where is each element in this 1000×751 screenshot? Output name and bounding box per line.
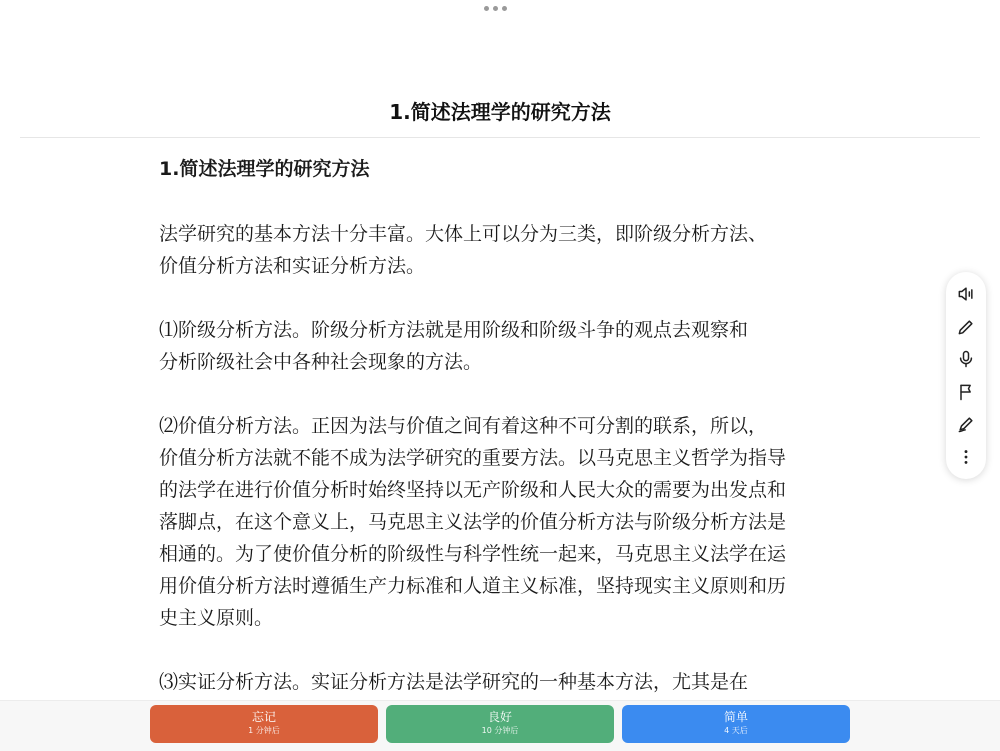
text-line: ⑴阶级分析方法。阶级分析方法就是用阶级和阶级斗争的观点去观察和 (159, 319, 749, 341)
forget-button[interactable] (150, 705, 378, 743)
review-button-bar (0, 700, 1000, 751)
text-line: 用价值分析方法时遵循生产力标准和人道主义标准，坚持现实主义原则和历 (159, 575, 787, 597)
card-content (159, 152, 849, 700)
card-question-title: 1.简述法理学的研究方法 (159, 158, 370, 180)
more-vertical-icon[interactable] (953, 444, 979, 470)
handle-dot (484, 6, 489, 11)
text-line: ⑶实证分析方法。实证分析方法是法学研究的一种基本方法，尤其是在 (159, 671, 749, 693)
window-drag-handle[interactable] (484, 6, 507, 11)
microphone-icon[interactable] (953, 346, 979, 372)
pen-icon[interactable] (953, 411, 979, 437)
text-line: 分析阶级社会中各种社会现象的方法。 (159, 351, 483, 373)
pencil-icon[interactable] (953, 314, 979, 340)
easy-button[interactable] (622, 705, 850, 743)
speaker-icon[interactable] (953, 281, 979, 307)
header-divider (20, 137, 980, 138)
forget-button-interval: 1 分钟后 (248, 726, 280, 735)
good-button-label: 良好 (487, 710, 512, 724)
flag-icon[interactable] (953, 379, 979, 405)
text-line: 史主义原则。 (159, 607, 274, 629)
paragraph-class-analysis (159, 314, 849, 378)
text-line: 的法学在进行价值分析时始终坚持以无产阶级和人民大众的需要为出发点和 (159, 479, 787, 501)
good-button[interactable] (386, 705, 614, 743)
good-button-interval: 10 分钟后 (481, 726, 519, 735)
text-line: 价值分析方法就不能不成为法学研究的重要方法。以马克思主义哲学为指导 (159, 447, 787, 469)
side-toolbar (946, 272, 986, 479)
easy-button-interval: 4 天后 (724, 726, 748, 735)
forget-button-label: 忘记 (251, 710, 276, 724)
paragraph-value-analysis (159, 410, 849, 634)
handle-dot (493, 6, 498, 11)
paragraph-intro (159, 218, 849, 282)
easy-button-label: 简单 (723, 710, 748, 724)
text-line: ⑵价值分析方法。正因为法与价值之间有着这种不可分割的联系，所以， (159, 415, 768, 437)
text-line: 落脚点，在这个意义上，马克思主义法学的价值分析方法与阶级分析方法是 (159, 511, 787, 533)
page-title: 1.简述法理学的研究方法 (389, 100, 611, 124)
paragraph-empirical-analysis (159, 666, 849, 698)
text-line: 价值分析方法和实证分析方法。 (159, 255, 426, 277)
text-line: 法学研究的基本方法十分丰富。大体上可以分为三类，即阶级分析方法、 (159, 223, 768, 245)
text-line: 相通的。为了使价值分析的阶级性与科学性统一起来，马克思主义法学在运 (159, 543, 787, 565)
handle-dot (502, 6, 507, 11)
